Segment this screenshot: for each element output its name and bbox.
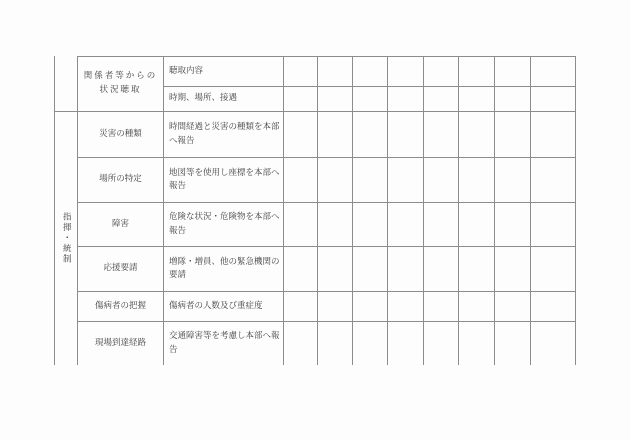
- check-cell: [424, 56, 459, 87]
- check-cell: [388, 292, 424, 322]
- check-cell: [495, 87, 531, 112]
- desc-disaster-type: [164, 112, 284, 158]
- check-cell: [388, 203, 424, 247]
- check-cell: [353, 247, 388, 292]
- check-cell: [459, 292, 495, 322]
- check-cell: [318, 87, 353, 112]
- item-label-situation-hearing: [78, 56, 164, 112]
- check-cell: [388, 322, 424, 365]
- check-cell: [531, 322, 576, 365]
- check-cell: [459, 158, 495, 203]
- check-cell: [353, 87, 388, 112]
- check-cell: [284, 56, 318, 87]
- check-cell: [388, 158, 424, 203]
- check-cell: [495, 203, 531, 247]
- desc-access-route: [164, 322, 284, 365]
- desc-text: 危険な状況・危険物を本部へ報告: [169, 212, 280, 236]
- check-cell: [318, 112, 353, 158]
- check-cell: [459, 203, 495, 247]
- check-cell: [284, 322, 318, 365]
- check-cell: [459, 247, 495, 292]
- check-cell: [424, 247, 459, 292]
- check-cell: [318, 56, 353, 87]
- check-cell: [424, 292, 459, 322]
- check-cell: [353, 203, 388, 247]
- check-cell: [424, 87, 459, 112]
- desc-hearing-content: [164, 56, 284, 87]
- check-cell: [284, 112, 318, 158]
- desc-text: 増隊・増員、他の緊急機関の要請: [169, 256, 280, 280]
- checklist-table: [54, 56, 576, 365]
- desc-time-place-contact: [164, 87, 284, 112]
- desc-hazards: [164, 203, 284, 247]
- check-cell: [495, 292, 531, 322]
- desc-text: 傷病者の人数及び重症度: [169, 300, 263, 311]
- check-cell: [353, 158, 388, 203]
- desc-text: 聴取内容: [169, 65, 204, 76]
- item-text: 現場到達経路: [94, 337, 146, 348]
- check-cell: [318, 292, 353, 322]
- section-label-command-control: [54, 112, 78, 365]
- desc-support-request: [164, 247, 284, 292]
- check-cell: [531, 292, 576, 322]
- check-cell: [424, 322, 459, 365]
- check-cell: [531, 203, 576, 247]
- check-cell: [531, 158, 576, 203]
- check-cell: [388, 247, 424, 292]
- check-cell: [459, 322, 495, 365]
- item-label-line2: 状況聴取: [99, 85, 142, 95]
- check-cell: [424, 203, 459, 247]
- item-text: 応援要請: [103, 263, 138, 274]
- check-cell: [495, 158, 531, 203]
- desc-text: 時間経過と災害の種類を本部へ報告: [169, 122, 280, 146]
- desc-text: 交通障害等を考慮し本部へ報告: [169, 331, 280, 355]
- check-cell: [424, 112, 459, 158]
- check-cell: [495, 322, 531, 365]
- item-label-access-route: [78, 322, 164, 365]
- item-text: 傷病者の把握: [94, 300, 146, 311]
- check-cell: [353, 322, 388, 365]
- check-cell: [495, 112, 531, 158]
- check-cell: [353, 292, 388, 322]
- item-text: 場所の特定: [99, 174, 142, 185]
- desc-location-identification: [164, 158, 284, 203]
- check-cell: [388, 87, 424, 112]
- check-cell: [531, 87, 576, 112]
- check-cell: [459, 56, 495, 87]
- check-cell: [531, 112, 576, 158]
- desc-casualty-assessment: [164, 292, 284, 322]
- check-cell: [318, 322, 353, 365]
- item-label-line1: 関係者等からの: [83, 71, 158, 82]
- check-cell: [388, 56, 424, 87]
- check-cell: [318, 158, 353, 203]
- check-cell: [284, 158, 318, 203]
- check-cell: [284, 203, 318, 247]
- check-cell: [353, 112, 388, 158]
- check-cell: [318, 203, 353, 247]
- check-cell: [284, 247, 318, 292]
- section-label-text: 指揮・統制: [61, 212, 72, 265]
- check-cell: [459, 112, 495, 158]
- desc-text: 時期、場所、接遇: [169, 93, 238, 104]
- check-cell: [388, 112, 424, 158]
- check-cell: [284, 87, 318, 112]
- item-label-hazards: [78, 203, 164, 247]
- item-label-disaster-type: [78, 112, 164, 158]
- check-cell: [284, 292, 318, 322]
- continued-section-cell: [54, 56, 78, 112]
- check-cell: [318, 247, 353, 292]
- check-cell: [495, 247, 531, 292]
- item-label-location-identification: [78, 158, 164, 203]
- check-cell: [459, 87, 495, 112]
- desc-text: 地図等を使用し座標を本部へ報告: [169, 167, 280, 191]
- check-cell: [424, 158, 459, 203]
- check-cell: [531, 56, 576, 87]
- item-text: 障害: [111, 218, 129, 229]
- item-label-casualty-assessment: [78, 292, 164, 322]
- check-cell: [495, 56, 531, 87]
- check-cell: [531, 247, 576, 292]
- item-text: 災害の種類: [99, 128, 142, 139]
- check-cell: [353, 56, 388, 87]
- item-label-support-request: [78, 247, 164, 292]
